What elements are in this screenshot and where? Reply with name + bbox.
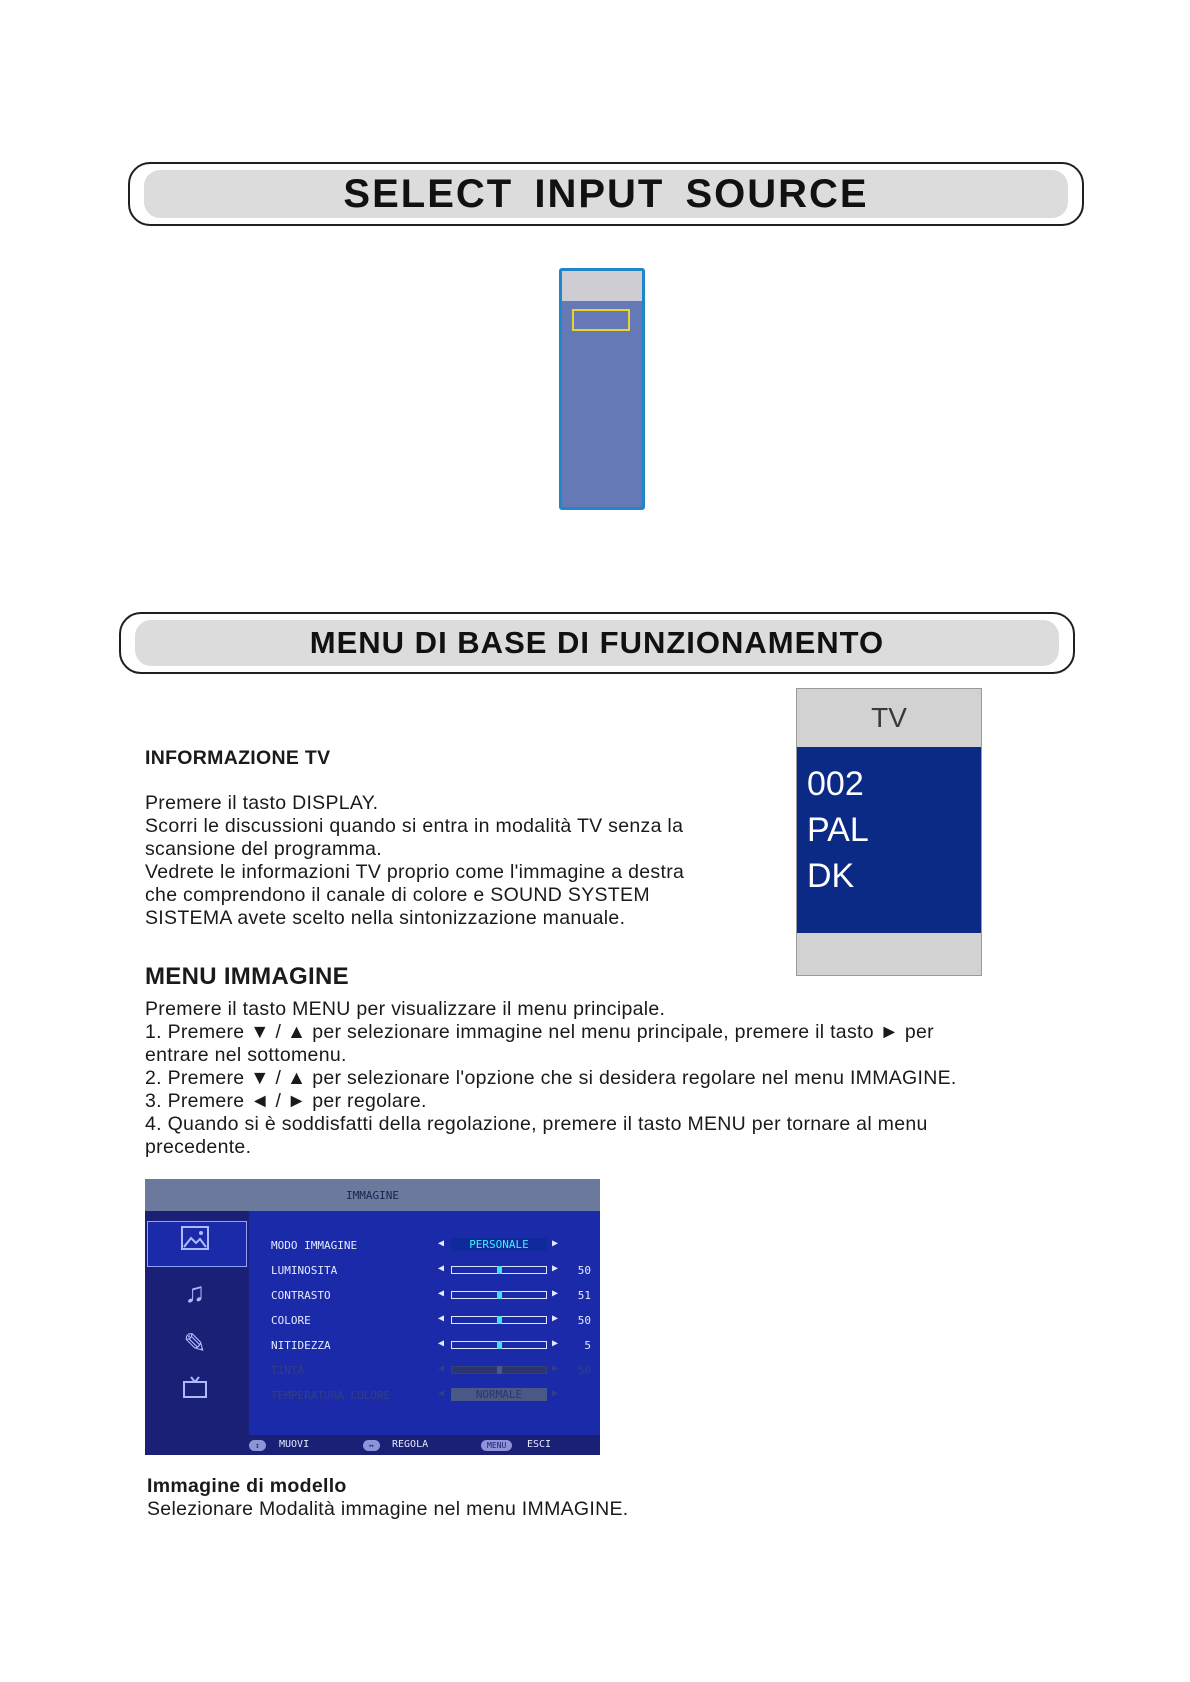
input-source-panel [559,268,645,510]
immagine-di-modello-heading: Immagine di modello [147,1475,347,1497]
banner-inner [135,620,1059,666]
menu-line: 3. Premere ◄ / ► per regolare. [145,1090,427,1112]
tv-info-box [796,688,982,976]
osd-row-value: PERSONALE [451,1238,547,1251]
osd-row-label: COLORE [271,1314,311,1327]
menu-key-icon: MENU [481,1440,512,1451]
osd-slider-knob[interactable] [497,1341,502,1349]
input-source-panel-header [562,271,642,301]
left-arrow-icon[interactable]: ◀ [438,1238,445,1249]
right-arrow-icon[interactable]: ▶ [552,1313,559,1324]
osd-row-label: LUMINOSITA [271,1264,338,1277]
select-input-source-banner [128,162,1084,226]
osd-row-colore[interactable] [271,1311,591,1331]
input-source-selection-highlight[interactable] [572,309,630,331]
osd-row-label: CONTRASTO [271,1289,331,1302]
osd-row-label: TINTA [271,1364,305,1377]
info-line: SISTEMA avete scelto nella sintonizzazione manuale. [145,907,626,929]
right-arrow-icon[interactable]: ▶ [552,1263,559,1274]
osd-slider-knob[interactable] [497,1291,502,1299]
banner-inner [144,170,1068,218]
right-arrow-icon: ▶ [552,1388,559,1399]
menu-line: 2. Premere ▼ / ▲ per selezionare l'opzione che si desidera regolare nel menu IMMAGINE. [145,1067,957,1089]
tv-channel-number: 002 [807,765,864,803]
left-arrow-icon[interactable]: ◀ [438,1263,445,1274]
osd-title: IMMAGINE [145,1179,600,1211]
info-line: che comprendono il canale di colore e SOUND SYSTEM [145,884,650,906]
tv-icon[interactable] [145,1375,245,1407]
adjust-key-icon: ↔ [363,1440,380,1451]
osd-row-label: TEMPERATURA COLORE [271,1389,391,1402]
menu-line: 1. Premere ▼ / ▲ per selezionare immagine nel menu principale, premere il tasto ► per [145,1021,934,1043]
right-arrow-icon[interactable]: ▶ [552,1288,559,1299]
osd-slider [451,1366,547,1374]
banner-title: SELECT INPUT SOURCE [343,171,869,216]
osd-row-value: NORMALE [451,1388,547,1401]
menu-base-banner [119,612,1075,674]
osd-footer-label: ESCI [527,1439,552,1450]
osd-row-value: 50 [577,1314,591,1327]
osd-slider[interactable] [451,1341,547,1349]
osd-slider[interactable] [451,1291,547,1299]
right-arrow-icon[interactable]: ▶ [552,1338,559,1349]
immagine-menu-screenshot [145,1179,600,1455]
tv-color-system: PAL [807,811,869,849]
informazione-tv-heading: INFORMAZIONE TV [145,747,331,769]
info-line: Scorri le discussioni quando si entra in modalità TV senza la [145,815,684,837]
osd-slider-knob[interactable] [497,1316,502,1324]
right-arrow-icon: ▶ [552,1363,559,1374]
osd-row-label: MODO IMMAGINE [271,1239,358,1252]
menu-immagine-heading: MENU IMMAGINE [145,963,349,990]
osd-footer-label: REGOLA [392,1439,429,1450]
left-arrow-icon: ◀ [438,1388,445,1399]
info-line: scansione del programma. [145,838,382,860]
osd-row-label: NITIDEZZA [271,1339,331,1352]
left-arrow-icon[interactable]: ◀ [438,1288,445,1299]
osd-slider[interactable] [451,1316,547,1324]
osd-row-value: 5 [584,1339,591,1352]
osd-sidebar [145,1211,249,1435]
settings-tool-icon[interactable]: ✎ [183,1328,207,1359]
banner-title: MENU DI BASE DI FUNZIONAMENTO [309,625,885,660]
osd-row-luminosita[interactable] [271,1261,591,1281]
osd-row-tinta [271,1361,591,1381]
menu-line: precedente. [145,1136,252,1158]
caption-text: Selezionare Modalità immagine nel menu IMMAGINE. [147,1498,629,1520]
left-arrow-icon[interactable]: ◀ [438,1338,445,1349]
tv-info-header: TV [871,702,907,733]
left-arrow-icon[interactable]: ◀ [438,1313,445,1324]
music-note-icon[interactable]: ♫ [184,1277,206,1308]
tv-sound-system: DK [807,857,855,895]
info-line: Premere il tasto DISPLAY. [145,792,379,814]
osd-row-contrasto[interactable] [271,1286,591,1306]
osd-row-value: 51 [577,1289,591,1302]
menu-line: entrare nel sottomenu. [145,1044,347,1066]
left-arrow-icon: ◀ [438,1363,445,1374]
osd-footer [145,1435,600,1455]
tv-info-body [797,747,981,933]
osd-footer-label: MUOVI [279,1439,310,1450]
osd-row-temperatura-colore [271,1386,591,1406]
osd-row-modo-immagine[interactable] [271,1236,591,1256]
right-arrow-icon[interactable]: ▶ [552,1238,559,1249]
osd-row-value: 50 [577,1264,591,1277]
osd-row-nitidezza[interactable] [271,1336,591,1356]
menu-line: 4. Quando si è soddisfatti della regolazione, premere il tasto MENU per tornare al menu [145,1113,928,1135]
picture-icon[interactable] [145,1225,245,1258]
osd-slider-knob [497,1366,502,1374]
osd-slider[interactable] [451,1266,547,1274]
menu-line: Premere il tasto MENU per visualizzare il menu principale. [145,998,666,1020]
osd-row-value: 50 [577,1364,591,1377]
move-key-icon: ↕ [249,1440,266,1451]
osd-slider-knob[interactable] [497,1266,502,1274]
info-line: Vedrete le informazioni TV proprio come l'immagine a destra [145,861,685,883]
